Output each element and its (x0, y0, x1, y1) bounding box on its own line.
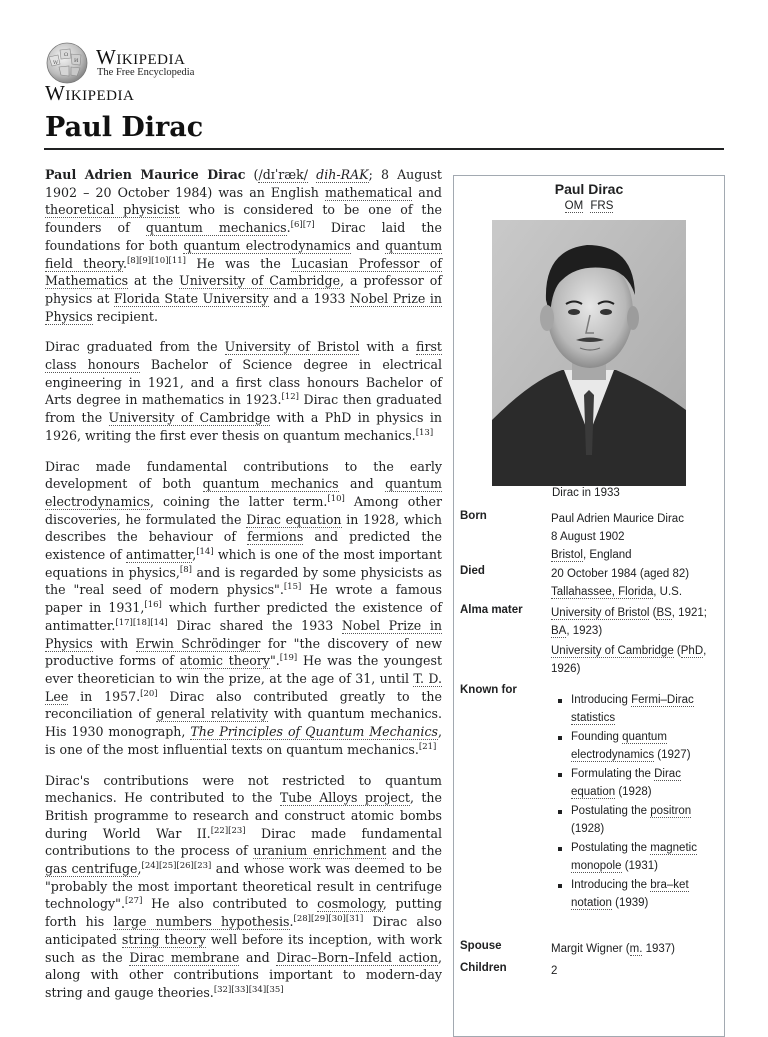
known-for-year: (1928) (571, 822, 605, 835)
text-run: and is regarded by some physicists as the "real seed of modern physics". (45, 564, 442, 598)
wikipedia-globe-icon[interactable] (44, 42, 90, 84)
known-for-link[interactable]: Dirac equation (571, 768, 681, 798)
citation-ref[interactable]: [32][33][34][35] (213, 984, 284, 995)
text-run: in 1957. (68, 688, 141, 704)
text-run: Bachelor of Science degree in electrical engineering in 1921, and a first class honours Bachelor of Arts degree in mathematics in 1923. (45, 357, 442, 408)
alma-mater-label: Alma mater (460, 604, 523, 616)
died-date: 20 October 1984 (aged 82) (551, 568, 690, 580)
infobox (453, 175, 725, 1037)
article-link[interactable]: quantum mechanics (202, 476, 339, 492)
died-label: Died (460, 565, 485, 577)
citation-ref[interactable]: [22][23] (210, 825, 246, 836)
paren-open: ( (649, 607, 657, 619)
known-for-link[interactable]: positron (650, 805, 692, 817)
text-run: ". (269, 653, 280, 669)
bristol-link[interactable]: Bristol (551, 549, 583, 561)
known-for-prefix: Postulating the (571, 805, 651, 817)
text-run: and (338, 476, 386, 492)
known-for-prefix: Introducing the (571, 879, 651, 891)
text-run: in 1928, which describes the behaviour of (45, 511, 442, 545)
text-run: Paul Adrien Maurice Dirac (45, 167, 246, 182)
known-for-year: (1939) (611, 896, 649, 909)
infobox-honors (454, 200, 724, 212)
text-run: Dirac graduated from the (45, 339, 225, 355)
article-link[interactable]: atomic theory (179, 653, 270, 669)
text-run: He was the (185, 255, 292, 271)
svg-text:Ω: Ω (64, 52, 69, 58)
article-link[interactable]: University of Bristol (224, 339, 360, 355)
citation-ref[interactable]: [16] (144, 599, 162, 610)
article-link[interactable]: mathematical (325, 184, 413, 200)
born-date: 8 August 1902 (551, 531, 625, 543)
text-run: with (92, 635, 136, 651)
citation-ref[interactable]: [8][9][10][11] (126, 255, 186, 266)
known-for-item (551, 840, 723, 875)
died-value (551, 565, 723, 601)
article-link[interactable]: general relativity (156, 706, 269, 722)
known-for-item (551, 766, 723, 801)
text-run: Dirac laid the foundations for both (45, 220, 442, 253)
svg-text:W: W (53, 60, 59, 66)
article-link[interactable]: string theory (121, 931, 206, 947)
known-for-prefix: Introducing (571, 694, 632, 706)
known-for-value (551, 692, 723, 914)
text-run: ( (245, 167, 259, 182)
paragraph-contributions (45, 458, 442, 759)
citation-ref[interactable]: [17][18][14] (115, 617, 168, 628)
citation-ref[interactable]: [19] (279, 653, 298, 664)
text-run: , (192, 547, 197, 563)
known-for-link[interactable]: bra–ket notation (571, 879, 689, 909)
svg-text:И: И (74, 58, 79, 64)
article-link[interactable]: large numbers hypothesis (113, 914, 290, 930)
infobox-row-spouse (460, 940, 720, 958)
text-run: and a 1933 (268, 290, 351, 306)
text-run: who is considered to be one of the founders of (45, 202, 443, 236)
article-link[interactable]: University of Cambridge (108, 410, 271, 426)
text-run: ; 8 August 1902 – 20 October 1984) was an English (45, 167, 442, 200)
text-run: . (289, 914, 294, 930)
children-value: 2 (551, 965, 558, 977)
citation-ref[interactable]: [6][7] (290, 219, 315, 230)
honor-frs-link[interactable]: FRS (590, 200, 614, 212)
known-for-list (551, 692, 723, 912)
text-run: Among other discoveries, he formulated the (45, 493, 442, 527)
known-for-year: (1931) (621, 859, 658, 872)
article-link[interactable]: Nobel Prize in Physics (45, 617, 442, 651)
text-run: Dirac also anticipated (45, 914, 443, 947)
text-run: with a PhD in physics in 1926, writing the first ever thesis on quantum mechanics. (45, 410, 442, 443)
wikipedia-wordmark[interactable]: Wikipedia (96, 45, 186, 69)
text-run: . (122, 255, 127, 271)
born-name: Paul Adrien Maurice Dirac (551, 513, 684, 525)
article-body (45, 166, 442, 1015)
ba-link[interactable]: BA (551, 625, 567, 637)
text-run: well before its inception, with work such as the (45, 931, 442, 965)
text-run: and predicted the existence of (45, 529, 442, 563)
text-run: recipient. (92, 308, 158, 324)
article-link[interactable]: uranium enrichment (253, 843, 387, 859)
page-title: Paul Dirac (45, 112, 204, 143)
article-link[interactable]: Florida State University (113, 290, 269, 306)
citation-ref[interactable]: [14] (196, 546, 214, 557)
spouse-year: 1937) (642, 943, 675, 955)
article-link[interactable]: antimatter (125, 547, 193, 563)
citation-ref[interactable]: [8] (179, 564, 192, 575)
article-link[interactable]: first class honours (45, 339, 442, 373)
infobox-row-children (460, 962, 720, 980)
article-link[interactable]: The Principles of Quantum Mechanics (190, 724, 438, 740)
died-country: , U.S. (653, 586, 683, 598)
text-run: Dirac also contributed greatly to the reconciliation of (45, 688, 442, 722)
university-of-bristol-link[interactable]: University of Bristol (551, 607, 650, 619)
citation-ref[interactable]: [28][29][30][31] (293, 913, 364, 924)
paragraph-education (45, 338, 442, 444)
bs-link[interactable]: BS (656, 607, 672, 619)
text-run: and (350, 237, 386, 253)
known-for-prefix: Founding (571, 731, 623, 743)
tallahassee-link[interactable]: Tallahassee, Florida (551, 586, 654, 598)
citation-ref[interactable]: [13] (415, 427, 434, 438)
honor-om-link[interactable]: OM (564, 200, 584, 212)
citation-ref[interactable]: [20] (140, 688, 158, 699)
known-for-year: (1928) (615, 785, 652, 798)
article-link[interactable]: quantum mechanics (145, 220, 287, 236)
text-run: . (286, 220, 291, 236)
citation-ref[interactable]: [24][25][26][23] (141, 860, 212, 871)
article-link[interactable]: dih-RAK (316, 167, 369, 182)
married-link[interactable]: m. (629, 943, 643, 955)
phd-link[interactable]: PhD (680, 645, 704, 657)
title-divider (44, 148, 724, 150)
known-for-link[interactable]: Fermi–Dirac statistics (571, 694, 694, 724)
known-for-prefix: Postulating the (571, 842, 651, 854)
article-link[interactable]: T. D. Lee (45, 670, 442, 704)
infobox-name: Paul Dirac (554, 181, 624, 197)
article-link[interactable]: cosmology (317, 896, 383, 912)
spouse-label: Spouse (460, 940, 502, 952)
text-run: which further predicted the existence of antimatter. (45, 600, 442, 633)
known-for-label: Known for (460, 684, 517, 696)
article-link[interactable]: Dirac equation (246, 511, 342, 527)
university-of-cambridge-link[interactable]: University of Cambridge (551, 645, 674, 657)
text-run: for "the discovery of new productive forms of (45, 635, 442, 669)
text-run: and the (386, 843, 443, 859)
known-for-link[interactable]: magnetic monopole (571, 842, 697, 872)
alma-mater-value (551, 604, 723, 678)
spouse-name: Margit Wigner (551, 943, 623, 955)
article-link[interactable]: Dirac–Born–Infeld action (276, 949, 439, 965)
text-run: , along with other contributions important to modern-day string and gauge theories. (45, 949, 443, 1000)
article-link[interactable]: quantum electrodynamics (45, 476, 442, 509)
citation-ref[interactable]: [15] (283, 582, 302, 593)
photo-caption: Dirac in 1933 (552, 487, 620, 499)
born-label: Born (460, 510, 487, 522)
text-run: Dirac made fundamental contributions to the process of (45, 825, 442, 859)
article-link[interactable]: University of Cambridge (179, 273, 341, 289)
citation-ref[interactable]: [10] (327, 493, 345, 504)
text-run (308, 167, 316, 182)
citation-ref[interactable]: [27] (124, 896, 143, 907)
spouse-value: Margit Wigner (m. 1937) (551, 943, 675, 955)
text-run: which is one of the most important equations in physics, (45, 547, 442, 580)
known-for-item (551, 877, 723, 912)
article-link[interactable]: Erwin Schrödinger (135, 635, 261, 651)
paragraph-intro (45, 166, 442, 325)
text-run: , the British programme to research and construct atomic bombs during World War II. (45, 790, 442, 841)
text-run: Dirac shared the 1933 (167, 617, 342, 633)
text-run: He was the youngest ever theoretician to win the prize, at the age of 31, until (45, 653, 442, 686)
text-run: He also contributed to (142, 896, 318, 912)
text-run: , a professor of physics at (45, 273, 442, 306)
citation-ref[interactable]: [12] (281, 392, 299, 403)
year-1926: , 1926) (551, 645, 707, 675)
article-link[interactable]: quantum field theory (45, 237, 443, 271)
wikipedia-tagline: The Free Encyclopedia (97, 67, 195, 78)
known-for-year: (1927) (654, 748, 691, 761)
article-link[interactable]: Dirac membrane (129, 949, 240, 965)
text-run: Dirac made fundamental contributions to the early development of both (45, 458, 442, 492)
citation-ref[interactable]: [21] (418, 741, 437, 752)
paragraph-war-work (45, 772, 442, 1002)
infobox-row-born (460, 510, 720, 560)
article-link[interactable]: gas centrifuge (45, 861, 138, 877)
article-link[interactable]: Lucasian Professor of Mathematics (45, 255, 442, 289)
article-link[interactable]: /dɪˈræk/ (258, 167, 309, 182)
text-run: with quantum mechanics. His 1930 monograph, (45, 706, 442, 740)
article-link[interactable]: fermions (247, 529, 304, 545)
text-run: and whose work was deemed to be "probably the most important theoretical result in centrifuge technology". (45, 861, 442, 912)
text-run: at the (128, 273, 180, 289)
text-run: and (239, 949, 277, 965)
infobox-row-alma-mater (460, 604, 720, 678)
born-value (551, 510, 723, 564)
text-run: Dirac's contributions were not restricted to quantum mechanics. He contributed to the (45, 772, 442, 806)
text-run: , is one of the most influential texts on quantum mechanics. (45, 724, 442, 757)
known-for-item (551, 692, 723, 727)
article-link[interactable]: Nobel Prize in Physics (45, 290, 442, 324)
known-for-link[interactable]: quantum electrodynamics (571, 731, 667, 761)
article-link[interactable]: Tube Alloys project (279, 790, 410, 806)
portrait-photo[interactable] (492, 220, 686, 486)
text-run: He wrote a famous paper in 1931, (45, 582, 442, 616)
known-for-item (551, 803, 723, 838)
known-for-item (551, 729, 723, 764)
text-run: , (137, 861, 142, 877)
infobox-row-known-for (460, 684, 720, 939)
year-1923: , 1923) (566, 625, 603, 637)
site-header (44, 42, 444, 105)
text-run: , coining the latter term. (149, 493, 328, 509)
born-country: , England (582, 549, 632, 561)
text-run: , putting forth his (45, 896, 442, 930)
known-for-prefix: Formulating the (571, 768, 655, 780)
wikipedia-wordmark-secondary[interactable]: Wikipedia (45, 81, 135, 105)
text-run: Dirac then graduated from the (45, 392, 442, 426)
text-run: and (412, 184, 442, 200)
article-link[interactable]: theoretical physicist (45, 202, 180, 218)
text-run: with a (359, 339, 417, 355)
children-label: Children (460, 962, 507, 974)
infobox-row-died (460, 565, 720, 601)
year-1921: , 1921; (671, 607, 707, 619)
article-link[interactable]: quantum electrodynamics (183, 237, 351, 253)
paren-open: ( (673, 645, 681, 657)
